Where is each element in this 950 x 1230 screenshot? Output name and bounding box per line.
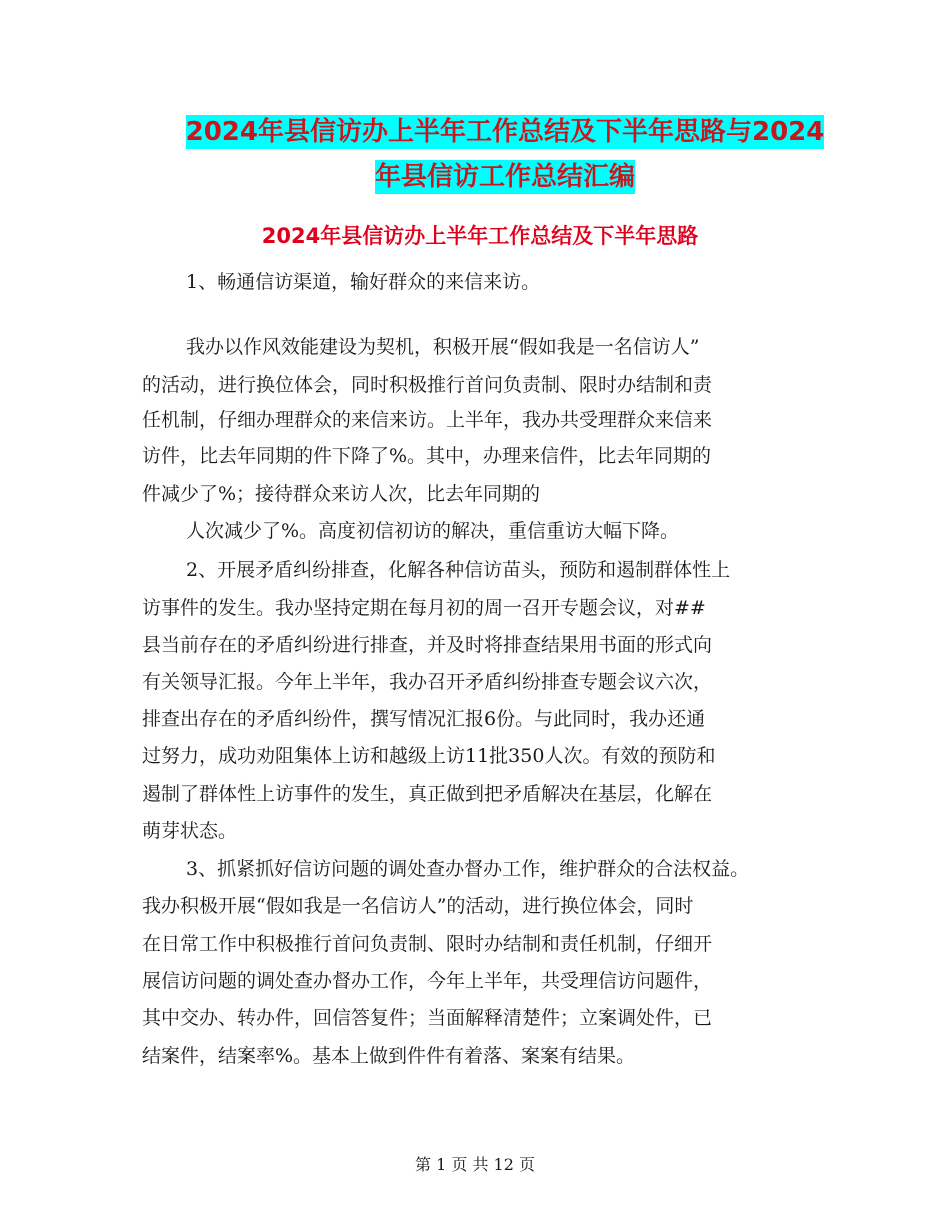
- body-line-16: 3、抓紧抓好信访问题的调处查办督办工作，维护群众的合法权益。: [186, 858, 750, 880]
- body-line-12: 排查出存在的矛盾纠纷件，撰写情况汇报6份。与此同时，我办还通: [142, 708, 706, 730]
- body-line-14: 遏制了群体性上访事件的发生，真正做到把矛盾解决在基层，化解在: [142, 783, 713, 805]
- body-line-15: 萌芽状态。: [142, 820, 238, 842]
- body-line-10: 县当前存在的矛盾纠纷进行排查，并及时将排查结果用书面的形式向: [142, 634, 713, 656]
- page-footer: 第 1 页 共 12 页: [415, 1155, 535, 1174]
- body-line-18: 在日常工作中积极推行首问负责制、限时办结制和责任机制，仔细开: [142, 933, 713, 955]
- body-line-20: 其中交办、转办件，回信答复件；当面解释清楚件；立案调处件，已: [142, 1007, 713, 1029]
- body-line-2: 我办以作风效能建设为契机，积极开展“假如我是一名信访人”: [186, 336, 700, 358]
- body-line-8: 2、开展矛盾纠纷排查，化解各种信访苗头，预防和遏制群体性上: [186, 559, 731, 581]
- title-highlight-2: 年县信访工作总结汇编: [374, 162, 635, 192]
- section-title: 2024年县信访办上半年工作总结及下半年思路: [261, 224, 699, 248]
- body-line-11: 有关领导汇报。今年上半年，我办召开矛盾纠纷排查专题会议六次，: [142, 671, 713, 693]
- body-line-1: 1、畅通信访渠道，输好群众的来信来访。: [186, 271, 541, 293]
- body-line-17: 我办积极开展“假如我是一名信访人”的活动，进行换位体会，同时: [142, 895, 694, 917]
- body-line-9: 访事件的发生。我办坚持定期在每月初的周一召开专题会议，对##: [142, 597, 706, 619]
- body-line-4: 任机制，仔细办理群众的来信来访。上半年，我办共受理群众来信来: [142, 409, 713, 431]
- body-line-5: 访件，比去年同期的件下降了%。其中，办理来信件，比去年同期的: [142, 445, 712, 467]
- body-line-3: 的活动，进行换位体会，同时积极推行首问负责制、限时办结制和责: [142, 374, 713, 396]
- body-line-7: 人次减少了%。高度初信初访的解决，重信重访大幅下降。: [186, 520, 680, 542]
- body-line-19: 展信访问题的调处查办督办工作，今年上半年，共受理信访问题件，: [142, 970, 713, 992]
- document-title-line-1: [120, 112, 890, 152]
- body-line-13: 过努力，成功劝阻集体上访和越级上访11批350人次。有效的预防和: [142, 745, 716, 767]
- title-highlight-1: 2024年县信访办上半年工作总结及下半年思路与2024: [185, 117, 825, 147]
- body-line-21: 结案件，结案率%。基本上做到件件有着落、案案有结果。: [142, 1045, 636, 1067]
- body-line-6: 件减少了%；接待群众来访人次，比去年同期的: [142, 483, 541, 505]
- document-title-line-2: [120, 157, 890, 197]
